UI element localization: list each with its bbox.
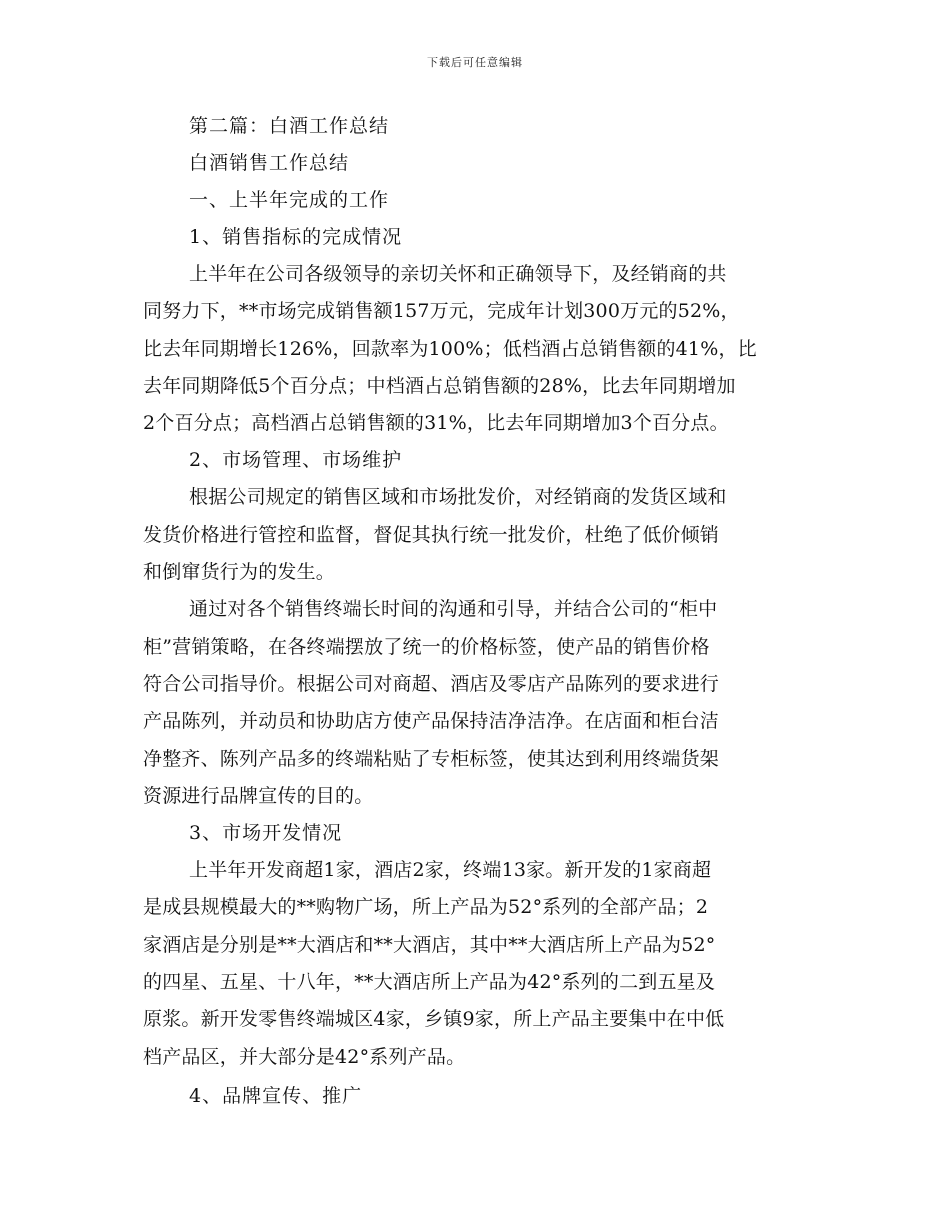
download-note: 下载后可任意编辑 [427, 56, 523, 69]
document-title: 白酒销售工作总结 [189, 152, 350, 174]
paragraph-line: 原浆。新开发零售终端城区4家，乡镇9家，所上产品主要集中在中低 [143, 1008, 725, 1031]
paragraph-line: 符合公司指导价。根据公司对商超、酒店及零店产品陈列的要求进行 [143, 672, 720, 695]
paragraph-line: 和倒窜货行为的发生。 [143, 561, 336, 584]
paragraph-line: 去年同期降低5个百分点；中档酒占总销售额的28%，比去年同期增加 [143, 374, 736, 397]
paragraph-line: 产品陈列，并动员和协助店方使产品保持洁净洁净。在店面和柜台洁 [143, 710, 720, 733]
paragraph-line: 发货价格进行管控和监督，督促其执行统一批发价，杜绝了低价倾销 [143, 523, 720, 546]
paragraph-terminal-display [143, 591, 807, 815]
paragraph-line: 档产品区，并大部分是42°系列产品。 [143, 1045, 466, 1068]
paragraph-line: 比去年同期增长126%，回款率为100%；低档酒占总销售额的41%，比 [143, 337, 757, 360]
paragraph-sales-results [143, 256, 807, 442]
paragraph-new-accounts [143, 852, 807, 1076]
section-heading-1: 一、上半年完成的工作 [189, 189, 390, 211]
paragraph-line: 通过对各个销售终端长时间的沟通和引导，并结合公司的“柜中 [189, 598, 718, 621]
paragraph-line: 家酒店是分别是**大酒店和**大酒店，其中**大酒店所上产品为52° [143, 933, 716, 956]
paragraph-line: 资源进行品牌宣传的目的。 [143, 784, 374, 807]
subheading-market-development: 3、市场开发情况 [189, 822, 343, 845]
paragraph-line: 2个百分点；高档酒占总销售额的31%，比去年同期增加3个百分点。 [143, 412, 729, 435]
paragraph-line: 上半年开发商超1家，酒店2家，终端13家。新开发的1家商超 [189, 859, 712, 882]
paragraph-line: 净整齐、陈列产品多的终端粘贴了专柜标签，使其达到利用终端货架 [143, 747, 720, 770]
paragraph-line: 的四星、五星、十八年，**大酒店所上产品为42°系列的二到五星及 [143, 971, 716, 994]
subheading-brand-promotion: 4、品牌宣传、推广 [189, 1084, 363, 1107]
paragraph-price-control [143, 479, 807, 591]
document-body [143, 108, 807, 1115]
subheading-market-management: 2、市场管理、市场维护 [189, 449, 403, 472]
chapter-title: 第二篇：白酒工作总结 [189, 115, 390, 137]
paragraph-line: 上半年在公司各级领导的亲切关怀和正确领导下，及经销商的共 [189, 263, 727, 285]
paragraph-line: 是成县规模最大的**购物广场，所上产品为52°系列的全部产品；2 [143, 896, 709, 919]
paragraph-line: 柜”营销策略，在各终端摆放了统一的价格标签，使产品的销售价格 [143, 635, 710, 658]
subheading-sales-targets: 1、销售指标的完成情况 [189, 226, 403, 248]
paragraph-line: 同努力下，**市场完成销售额157万元，完成年计划300万元的52%， [143, 300, 740, 323]
paragraph-line: 根据公司规定的销售区域和市场批发价，对经销商的发货区域和 [189, 486, 727, 509]
